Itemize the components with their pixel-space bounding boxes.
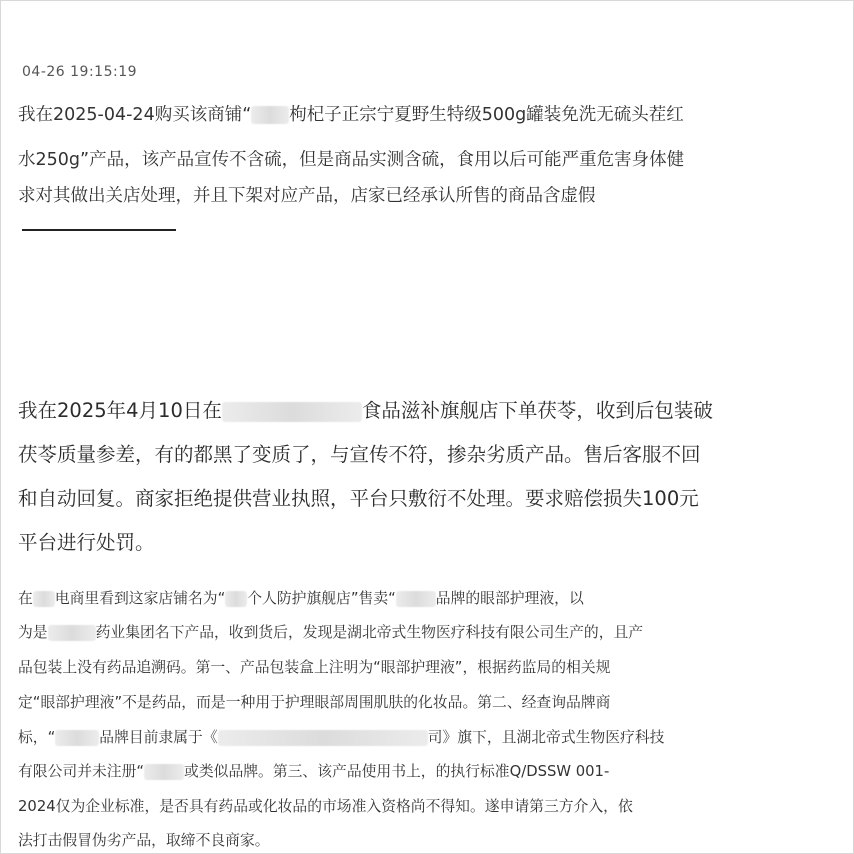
post3-text: 定“眼部护理液”不是药品，而是一种用于护理眼部周围肌肤的化妆品。第二、经查询品牌商	[18, 694, 611, 711]
redacted-company	[48, 625, 96, 641]
post3-text: 法打击假冒伪劣产品，取缔不良商家。	[18, 832, 270, 849]
post3-text: 电商里看到这家店铺名为“	[54, 590, 226, 607]
redacted-brand	[55, 730, 99, 746]
post3-text: 品牌目前隶属于《	[99, 729, 218, 746]
post2-line-2	[18, 439, 854, 467]
post3-text: 品牌的眼部护理液，以	[435, 590, 584, 607]
post1-text: 枸杞子正宗宁夏野生特级500g罐装免洗无硫头茬红	[289, 105, 684, 125]
post1-text: 求对其做出关店处理，并且下架对应产品，店家已经承认所售的商品含虚假	[18, 186, 596, 206]
post3-line-2	[18, 621, 838, 642]
post2-line-1	[18, 395, 854, 423]
redacted-company	[218, 730, 428, 746]
post1-line-1	[18, 101, 854, 126]
post3-line-5	[18, 726, 838, 747]
redacted-brand	[396, 591, 436, 607]
post3-text: 药业集团名下产品，收到货后，发现是湖北帝式生物医疗科技有限公司生产的，且产	[95, 624, 644, 641]
post3-text: 为是	[18, 624, 48, 641]
post2-text: 食品滋补旗舰店下单茯苓，收到后包装破	[361, 399, 713, 422]
divider-underline	[22, 229, 176, 231]
post1-line-2	[18, 146, 854, 171]
redacted-shop-name	[251, 106, 289, 124]
post3-line-7	[18, 795, 838, 816]
post-timestamp: 04-26 19:15:19	[22, 64, 138, 80]
post3-text: 或类似品牌。第三、该产品使用书上，的执行标准Q/DSSW 001-	[184, 763, 610, 780]
post2-text: 和自动回复。商家拒绝提供营业执照，平台只敷衍不处理。要求赔偿损失100元	[18, 487, 699, 510]
redacted-shop-name	[222, 402, 362, 422]
post3-text: 司》旗下，且湖北帝式生物医疗科技	[427, 729, 665, 746]
post3-text: 2024仅为企业标准，是否具有药品或化妆品的市场准入资格尚不得知。遂申请第三方介入，依	[18, 798, 633, 815]
post3-text: 标，“	[18, 729, 56, 746]
post2-line-4	[18, 527, 854, 555]
post1-text: 水250g”产品，该产品宣传不含硫，但是商品实测含硫，食用以后可能严重危害身体健	[18, 150, 685, 170]
post3-line-1	[18, 587, 838, 608]
post1-line-3	[18, 182, 854, 207]
redacted-brand	[144, 764, 184, 780]
post3-text: 个人防护旗舰店”售卖“	[247, 590, 396, 607]
post3-line-6	[18, 760, 838, 781]
post3-line-4	[18, 691, 838, 712]
post1-text: 我在2025-04-24购买该商铺“	[18, 105, 252, 125]
post3-line-3	[18, 656, 838, 677]
post3-text: 品包装上没有药品追溯码。第一、产品包装盒上注明为“眼部护理液”，根据药监局的相关规	[18, 659, 611, 676]
post2-text: 茯苓质量参差，有的都黑了变质了，与宣传不符，掺杂劣质产品。售后客服不回	[18, 443, 701, 466]
redacted-shop-name	[225, 591, 247, 607]
post2-text: 平台进行处罚。	[18, 531, 155, 554]
post2-line-3	[18, 483, 854, 511]
post2-text: 我在2025年4月10日在	[18, 399, 222, 422]
post3-line-8	[18, 829, 838, 850]
redacted-platform	[33, 591, 55, 607]
post3-text: 有限公司并未注册“	[18, 763, 145, 780]
post3-text: 在	[18, 590, 33, 607]
